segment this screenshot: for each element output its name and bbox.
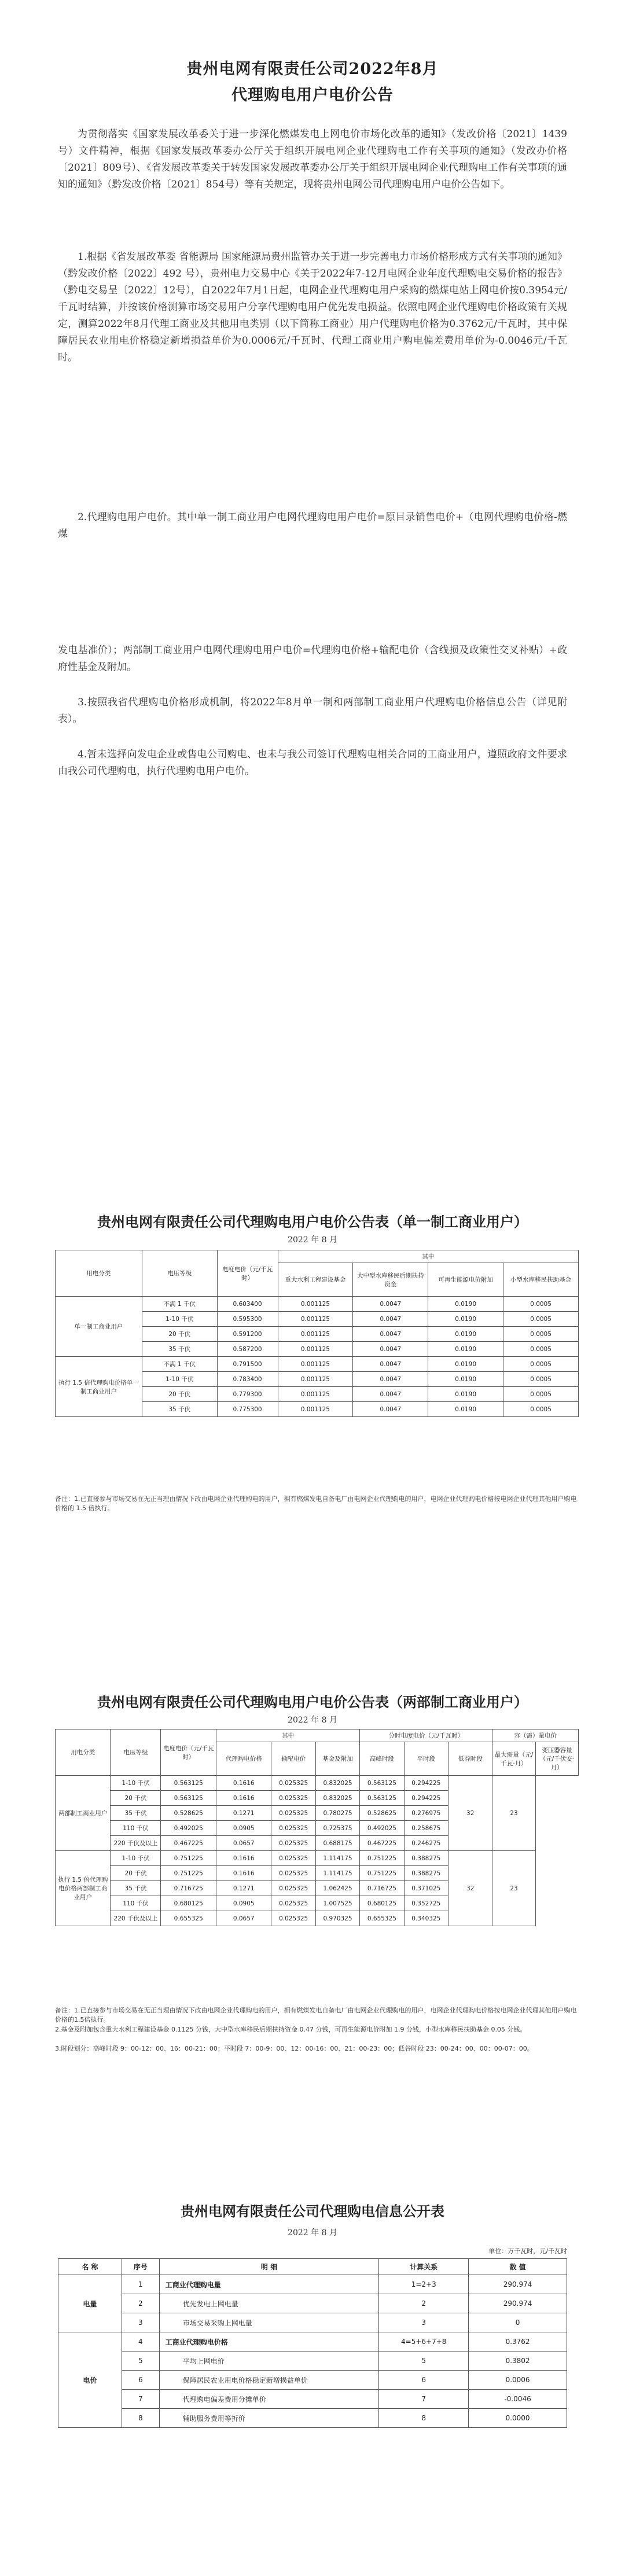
table2-cell: 0.1616 (216, 1776, 271, 1791)
table2-cell: 0.1271 (216, 1806, 271, 1821)
table2-cell: 0.1616 (216, 1866, 271, 1881)
table2-cell: 0.0905 (216, 1896, 271, 1911)
table2-cell: 0.680125 (360, 1896, 404, 1911)
notice-paragraph-4: 4.暂未选择向发电企业或售电公司购电、也未与我公司签订代理购电相关合同的工商业用户，遵照政府文件要求由我公司代理购电，执行代理购电用户电价。 (58, 749, 567, 777)
table3-formula: 6 (379, 2371, 469, 2390)
table2-header-voltage: 电压等级 (111, 1729, 161, 1776)
notice-paragraph-3: 3.按照我省代理购电价格形成机制，将2022年8月单一制和两部制工商业用户代理购电价格信息公告（详见附表）。 (58, 697, 567, 725)
table3-header-formula: 计算关系 (379, 2259, 469, 2275)
table3-index: 3 (122, 2313, 159, 2332)
table2-header-peak: 高峰时段 (360, 1742, 404, 1776)
table2-cell: 0.1616 (216, 1851, 271, 1866)
table2-header-flat: 平时段 (404, 1742, 448, 1776)
table2-cell: 1.114175 (315, 1866, 359, 1881)
table2-note-3: 3.时段划分：高峰时段 9：00-12：00、16：00-21：00；平时段 7：00-9：00、12：00-16：00、21：00-23：00；低谷时段 23：00-24：00、00：00-07：00。 (55, 2045, 534, 2052)
table3-header-index: 序号 (122, 2259, 159, 2275)
table1-title: 贵州电网有限责任公司代理购电用户电价公告表（单一制工商业用户） (97, 1213, 528, 1230)
table3-value: 0.0006 (469, 2371, 567, 2390)
table2-transformer-price: 23 (492, 1776, 535, 1851)
table1-cell: 0.591200 (217, 1327, 278, 1342)
table2-cell: 1.062425 (315, 1881, 359, 1896)
table2-cell: 110 千伏 (111, 1821, 161, 1836)
table2-header-capacity-group: 容（需）量电价 (492, 1729, 579, 1742)
table2-group-label: 执行 1.5 倍代理购电价格两部制工商业用户 (56, 1851, 111, 1926)
table2-group-label: 两部制工商业用户 (56, 1776, 111, 1851)
table1-cell: 0.0190 (428, 1327, 503, 1342)
table1-cell: 0.0005 (503, 1372, 579, 1387)
table1-cell: 0.0047 (353, 1342, 428, 1357)
table2-cell: 0.025325 (271, 1851, 315, 1866)
table1-single-part-tariff (55, 1250, 579, 1417)
table1-cell: 0.0190 (428, 1312, 503, 1327)
table1-header-small-reservoir: 小型水库移民扶助基金 (503, 1263, 579, 1297)
table2-transformer-price: 23 (492, 1851, 535, 1926)
table3-formula: 1=2+3 (379, 2275, 469, 2294)
table1-cell: 0.001125 (278, 1312, 353, 1327)
table1-cell: 0.0047 (353, 1312, 428, 1327)
table3-formula: 2 (379, 2294, 469, 2313)
table1-header-category: 用电分类 (56, 1250, 142, 1297)
table1-cell: 0.001125 (278, 1357, 353, 1372)
notice-paragraph-intro: 为贯彻落实《国家发展改革委关于进一步深化燃煤发电上网电价市场化改革的通知》（发改价格〔2021〕1439号）文件精神，根据《国家发展改革委办公厅关于组织开展电网企业代理购电工作有关事项的通知》（发改办价格〔2021〕809号）、《省发展改革委关于转发国家发展改革委办公厅关于组织开展电网企业代理购电工作有关事项的通知的通知》（黔发改价格〔2021〕854号）等有关规定，现将贵州电网公司代理购电用户电价公告如下。 (58, 128, 567, 190)
table3-detail: 工商业代理购电量 (159, 2275, 379, 2294)
table-row (56, 1776, 579, 1791)
table2-cell: 0.563125 (360, 1791, 404, 1806)
table1-cell: 0.0047 (353, 1297, 428, 1312)
table2-cell: 0.340325 (404, 1911, 448, 1926)
table1-cell: 0.001125 (278, 1342, 353, 1357)
table2-header-max-demand: 最大需量（元/千瓦·月） (492, 1742, 535, 1776)
table2-cell: 0.655325 (360, 1911, 404, 1926)
table3-index: 2 (122, 2294, 159, 2313)
table2-cell: 0.716725 (360, 1881, 404, 1896)
table2-header-transmission: 输配电价 (271, 1742, 315, 1776)
table2-cell: 0.492025 (161, 1821, 216, 1836)
table1-cell: 0.0005 (503, 1342, 579, 1357)
table1-cell: 0.0047 (353, 1402, 428, 1417)
table1-group-label: 执行 1.5 倍代理购电价格单一制工商业用户 (56, 1357, 142, 1417)
table1-cell: 0.001125 (278, 1327, 353, 1342)
notice-title-line2: 代理购电用户电价公告 (231, 86, 394, 104)
table-row (56, 1297, 579, 1312)
table1-cell: 0.0005 (503, 1327, 579, 1342)
table3-index: 5 (122, 2351, 159, 2371)
table3-value: 0.3762 (469, 2332, 567, 2351)
table-row (58, 2390, 567, 2409)
table3-formula: 3 (379, 2313, 469, 2332)
table2-cell: 1.007525 (315, 1896, 359, 1911)
table2-cell: 0.025325 (271, 1791, 315, 1806)
table1-header-renewable: 可再生能源电价附加 (428, 1263, 503, 1297)
table1-cell: 20 千伏 (142, 1387, 217, 1402)
table1-cell: 0.775300 (217, 1402, 278, 1417)
table2-cell: 0.467225 (161, 1836, 216, 1851)
table2-cell: 0.294225 (404, 1791, 448, 1806)
table3-value: 0.3802 (469, 2351, 567, 2371)
table2-cell: 0.025325 (271, 1911, 315, 1926)
table2-header-funds: 基金及附加 (315, 1742, 359, 1776)
table2-header-among: 其中 (216, 1729, 359, 1742)
table-row (58, 2409, 567, 2428)
table2-cell: 0.751225 (161, 1851, 216, 1866)
table1-cell: 0.0190 (428, 1387, 503, 1402)
table2-cell: 0.655325 (161, 1911, 216, 1926)
table2-cell: 1-10 千伏 (111, 1776, 161, 1791)
table3-title: 贵州电网有限责任公司代理购电信息公开表 (181, 2203, 444, 2220)
table2-cell: 0.528625 (161, 1806, 216, 1821)
table2-cell: 0.680125 (161, 1896, 216, 1911)
table2-two-part-tariff (55, 1729, 579, 1926)
notice-paragraph-2: 2.代理购电用户电价。其中单一制工商业用户电网代理购电用户电价=原目录销售电价+（电网代理购电价格-燃煤 (58, 511, 567, 540)
table2-cell: 0.388275 (404, 1851, 448, 1866)
table3-value: 0.0000 (469, 2409, 567, 2428)
table2-cell: 0.258675 (404, 1821, 448, 1836)
table3-detail: 工商业代理购电价格 (159, 2332, 379, 2351)
table2-cell: 0.025325 (271, 1866, 315, 1881)
table2-cell: 0.0657 (216, 1911, 271, 1926)
table2-cell: 0.751225 (360, 1866, 404, 1881)
table2-header-purchase: 代理购电价格 (216, 1742, 271, 1776)
table1-cell: 0.779300 (217, 1387, 278, 1402)
table3-formula: 8 (379, 2409, 469, 2428)
table1-cell: 0.0047 (353, 1357, 428, 1372)
table-row (56, 1851, 579, 1866)
table3-formula: 4=5+6+7+8 (379, 2332, 469, 2351)
table1-month: 2022 年 8 月 (288, 1235, 337, 1245)
table1-cell: 0.783400 (217, 1372, 278, 1387)
table2-month: 2022 年 8 月 (288, 1716, 337, 1725)
table2-cell: 0.751225 (360, 1851, 404, 1866)
table1-cell: 0.0190 (428, 1297, 503, 1312)
table3-detail: 平均上网电价 (159, 2351, 379, 2371)
table2-cell: 0.025325 (271, 1896, 315, 1911)
table2-note-2: 2.基金及附加包含重大水利工程建设基金 0.1125 分钱，大中型水库移民后期扶持资金 0.47 分钱，可再生能源电价附加 1.9 分钱，小型水库移民扶助基金 0.05 分钱。 (55, 2026, 527, 2033)
table1-cell: 0.0047 (353, 1387, 428, 1402)
table2-cell: 0.832025 (315, 1791, 359, 1806)
table3-value: 290.974 (469, 2275, 567, 2294)
table2-note-1: 备注：1.已直接参与市场交易在无正当理由情况下改由电网企业代理购电的用户，拥有燃煤发电自备电厂由电网企业代理购电的用户，电网企业代理购电价格按电网企业代理其他用户购电价格的1.5倍执行。 (55, 2007, 577, 2023)
table2-cell: 35 千伏 (111, 1881, 161, 1896)
table3-formula: 5 (379, 2351, 469, 2371)
table2-cell: 0.388275 (404, 1866, 448, 1881)
table2-cell: 0.970325 (315, 1911, 359, 1926)
table3-index: 8 (122, 2409, 159, 2428)
table2-header-period: 分时电度电价（元/千瓦时） (360, 1729, 492, 1742)
table2-header-valley: 低谷时段 (448, 1742, 492, 1776)
table2-cell: 1-10 千伏 (111, 1851, 161, 1866)
table1-cell: 20 千伏 (142, 1327, 217, 1342)
table-row (58, 2332, 567, 2351)
table1-header-among: 其中 (278, 1250, 579, 1263)
table1-cell: 35 千伏 (142, 1342, 217, 1357)
table3-header-value: 数 值 (469, 2259, 567, 2275)
table3-value: 290.974 (469, 2294, 567, 2313)
table1-cell: 0.0190 (428, 1372, 503, 1387)
table3-group-label: 电价 (58, 2332, 122, 2428)
table2-cell: 0.725375 (315, 1821, 359, 1836)
table2-cell: 0.025325 (271, 1821, 315, 1836)
table2-cell: 0.467225 (360, 1836, 404, 1851)
table-row (58, 2275, 567, 2294)
table1-cell: 0.0190 (428, 1402, 503, 1417)
table2-cell: 20 千伏 (111, 1866, 161, 1881)
table2-cell: 0.563125 (161, 1776, 216, 1791)
table3-info-disclosure (58, 2258, 567, 2428)
table-row (58, 2351, 567, 2371)
table3-detail: 保障居民农业用电价格稳定新增损益单价 (159, 2371, 379, 2390)
table1-cell: 0.001125 (278, 1372, 353, 1387)
table3-group-label: 电量 (58, 2275, 122, 2332)
table-row (58, 2313, 567, 2332)
table2-cell: 0.492025 (360, 1821, 404, 1836)
table1-cell: 0.791500 (217, 1357, 278, 1372)
table1-cell: 0.0005 (503, 1297, 579, 1312)
table2-cell: 0.0657 (216, 1836, 271, 1851)
table1-cell: 0.603400 (217, 1297, 278, 1312)
notice-paragraph-2-cont: 发电基准价）；两部制工商业用户电网代理购电用户电价=代理购电价格+输配电价（含线损及政策性交叉补贴）+政府性基金及附加。 (58, 645, 567, 673)
table1-cell: 0.595300 (217, 1312, 278, 1327)
table1-cell: 1-10 千伏 (142, 1312, 217, 1327)
table2-cell: 0.563125 (161, 1791, 216, 1806)
table3-header-detail: 明 细 (159, 2259, 379, 2275)
table2-title: 贵州电网有限责任公司代理购电用户电价公告表（两部制工商业用户） (97, 1694, 528, 1710)
table3-value: 0 (469, 2313, 567, 2332)
table2-cell: 0.751225 (161, 1866, 216, 1881)
table2-cell: 0.025325 (271, 1806, 315, 1821)
table-row (58, 2371, 567, 2390)
table2-max-demand-price: 32 (448, 1851, 492, 1926)
table2-cell: 0.716725 (161, 1881, 216, 1896)
table3-formula: 7 (379, 2390, 469, 2409)
table3-index: 6 (122, 2371, 159, 2390)
table2-cell: 0.0905 (216, 1821, 271, 1836)
table2-cell: 20 千伏 (111, 1791, 161, 1806)
table2-cell: 0.528625 (360, 1806, 404, 1821)
table2-cell: 0.688175 (315, 1836, 359, 1851)
table3-detail: 代理购电偏差费用分摊单价 (159, 2390, 379, 2409)
table2-cell: 0.1271 (216, 1881, 271, 1896)
table1-cell: 不满 1 千伏 (142, 1357, 217, 1372)
table1-cell: 0.587200 (217, 1342, 278, 1357)
table3-header-name: 名 称 (58, 2259, 122, 2275)
table2-header-transformer: 变压器容量（元/千伏安·月） (535, 1742, 578, 1776)
table1-note: 备注：1.已直接参与市场交易在无正当理由情况下改由电网企业代理购电的用户，拥有燃煤发电自备电厂由电网企业代理购电的用户，电网企业代理购电价格按电网企业代理其他用户购电价格的 1.5 倍执行。 (55, 1495, 577, 1512)
table1-cell: 0.0005 (503, 1387, 579, 1402)
table-row (58, 2294, 567, 2313)
table1-cell: 0.001125 (278, 1297, 353, 1312)
table-row (56, 1357, 579, 1372)
notice-title-line1: 贵州电网有限责任公司2022年8月 (186, 60, 439, 78)
table3-value: -0.0046 (469, 2390, 567, 2409)
table1-cell: 不满 1 千伏 (142, 1297, 217, 1312)
table3-index: 1 (122, 2275, 159, 2294)
table3-month: 2022 年 8 月 (288, 2228, 337, 2238)
table1-cell: 0.0005 (503, 1402, 579, 1417)
table1-cell: 0.0190 (428, 1357, 503, 1372)
table2-header-category: 用电分类 (56, 1729, 111, 1776)
table2-cell: 35 千伏 (111, 1806, 161, 1821)
table2-cell: 0.352725 (404, 1896, 448, 1911)
table1-header-migrant-fund: 大中型水库移民后期扶持资金 (353, 1263, 428, 1297)
table2-cell: 0.025325 (271, 1776, 315, 1791)
table2-cell: 0.371025 (404, 1881, 448, 1896)
table3-detail: 市场交易采购上网电量 (159, 2313, 379, 2332)
table1-cell: 0.0190 (428, 1342, 503, 1357)
table2-cell: 0.276975 (404, 1806, 448, 1821)
table2-cell: 0.025325 (271, 1881, 315, 1896)
table2-cell: 0.025325 (271, 1836, 315, 1851)
table2-cell: 110 千伏 (111, 1896, 161, 1911)
table2-cell: 1.114175 (315, 1851, 359, 1866)
table1-group-label: 单一制工商业用户 (56, 1297, 142, 1357)
table2-cell: 0.780275 (315, 1806, 359, 1821)
table3-index: 4 (122, 2332, 159, 2351)
table2-cell: 0.1616 (216, 1791, 271, 1806)
table2-cell: 0.832025 (315, 1776, 359, 1791)
table3-unit: 单位：万千瓦时，元/千瓦时 (488, 2247, 567, 2255)
table1-header-water-fund: 重大水利工程建设基金 (278, 1263, 353, 1297)
table1-cell: 0.0005 (503, 1312, 579, 1327)
notice-paragraph-1: 1.根据《省发展改革委 省能源局 国家能源局贵州监管办关于进一步完善电力市场价格形成方式有关事项的通知》（黔发改价格〔2022〕492 号），贵州电力交易中心《关于2022年7-12月电网企业年度代理购电交易价格的报告》（黔电交易呈〔2022〕12号），自2022年7月1日起，电网企业代理购电用户采购的燃煤电站上网电价按0.3954元/千瓦时结算，并按该价格测算市场交易用户分享代理购电用户优先发电损益。依照电网企业代理购电价格政策有关规定，测算2022年8月代理工商业及其他用电类别（以下简称工商业）用户代理购电价格为0.3762元/千瓦时，其中保障居民农业用电价格稳定新增损益单价为0.0006元/千瓦时、代理工商业用户购电偏差费用单价为-0.0046元/千瓦时。 (58, 251, 567, 363)
table2-cell: 0.563125 (360, 1776, 404, 1791)
table3-detail: 优先发电上网电量 (159, 2294, 379, 2313)
table1-cell: 0.0047 (353, 1372, 428, 1387)
table1-header-price: 电度电价（元/千瓦时） (217, 1250, 278, 1297)
table2-header-price: 电度电价（元/千瓦时） (161, 1729, 216, 1776)
table1-cell: 0.001125 (278, 1402, 353, 1417)
table2-cell: 220 千伏及以上 (111, 1836, 161, 1851)
table1-header-voltage: 电压等级 (142, 1250, 217, 1297)
table3-detail: 辅助服务费用等折价 (159, 2409, 379, 2428)
table1-cell: 0.001125 (278, 1387, 353, 1402)
table2-cell: 0.294225 (404, 1776, 448, 1791)
table3-index: 7 (122, 2390, 159, 2409)
table2-cell: 0.246275 (404, 1836, 448, 1851)
table2-max-demand-price: 32 (448, 1776, 492, 1851)
table1-cell: 0.0005 (503, 1357, 579, 1372)
table1-cell: 35 千伏 (142, 1402, 217, 1417)
table1-cell: 0.0047 (353, 1327, 428, 1342)
table1-cell: 1-10 千伏 (142, 1372, 217, 1387)
table2-cell: 220 千伏及以上 (111, 1911, 161, 1926)
